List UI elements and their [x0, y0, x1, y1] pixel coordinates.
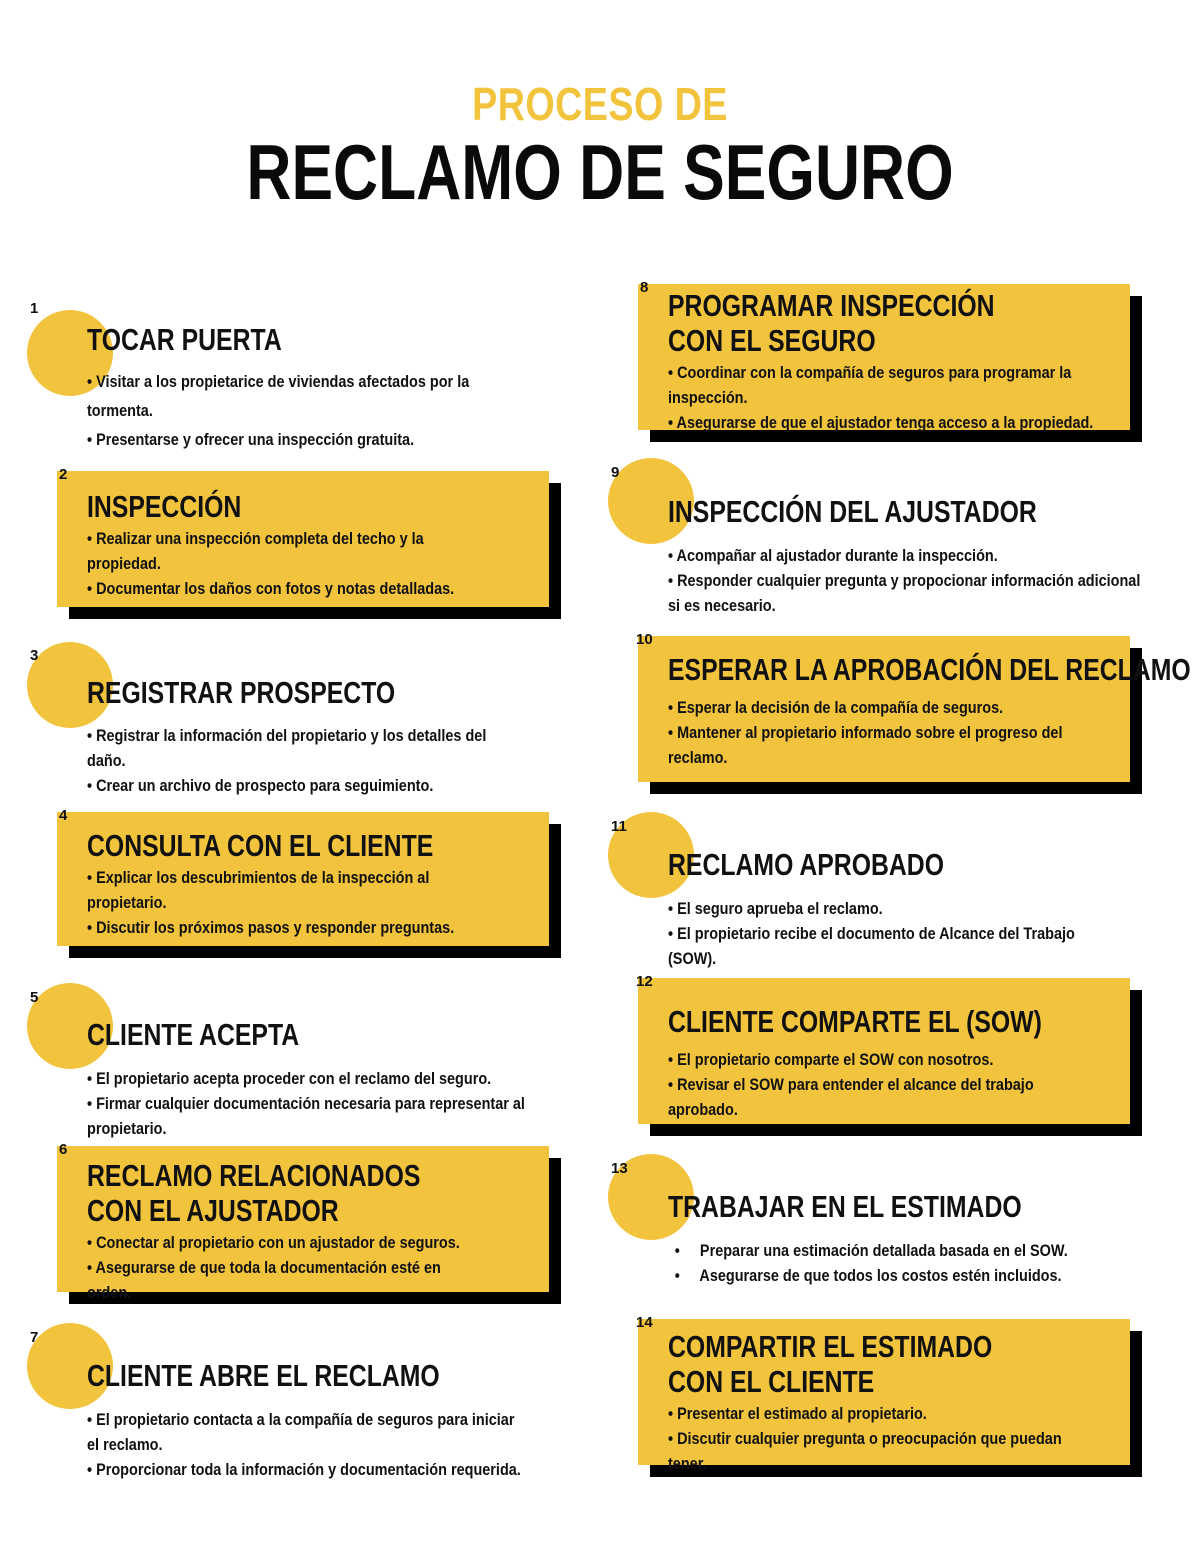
step-bullet: • Esperar la decisión de la compañía de seguros. — [668, 698, 1004, 717]
step-bullet: • El propietario recibe el documento de Alcance del Trabajo (SOW). — [668, 924, 1075, 968]
step-bullet: • Explicar los descubrimientos de la inspección al propietario. — [87, 868, 430, 912]
step-bullet: • Mantener al propietario informado sobre el progreso del reclamo. — [668, 723, 1063, 767]
step-title: ESPERAR LA APROBACIÓN DEL RECLAMO — [668, 652, 1191, 687]
step-bullet: • El propietario contacta a la compañía de seguros para iniciar el reclamo. — [87, 1410, 515, 1454]
step-title: CLIENTE COMPARTE EL (SOW) — [668, 1004, 1042, 1039]
step-2 — [57, 466, 549, 607]
step-bullet: • Realizar una inspección completa del techo y la propiedad. — [87, 529, 424, 573]
page-title: RECLAMO DE SEGURO — [246, 128, 954, 216]
step-14 — [636, 1314, 1130, 1473]
step-11 — [611, 818, 1138, 977]
step-title: RECLAMO APROBADO — [668, 847, 945, 882]
step-bullet: • Registrar la información del propietario y los detalles del daño. — [87, 726, 487, 770]
step-3 — [30, 647, 557, 805]
step-number: 9 — [611, 464, 620, 481]
step-bullet: • Coordinar con la compañía de seguros para programar la inspección. — [668, 363, 1072, 407]
step-bullet: • Revisar el SOW para entender el alcance del trabajo aprobado. — [668, 1075, 1034, 1119]
step-bullet: • Acompañar al ajustador durante la inspección. — [668, 546, 998, 565]
step-number: 8 — [640, 279, 649, 296]
step-1 — [30, 300, 557, 452]
step-bullet: • Asegurarse de que el ajustador tenga acceso a la propiedad. — [668, 413, 1094, 432]
title-top: PROCESO DE — [472, 78, 728, 130]
step-bullet: • Crear un archivo de prospecto para seguimiento. — [87, 776, 434, 795]
header — [0, 78, 1200, 216]
step-title: CLIENTE ACEPTA — [87, 1017, 300, 1052]
step-title: REGISTRAR PROSPECTO — [87, 675, 396, 710]
step-number: 5 — [30, 989, 39, 1006]
step-bullet: • El propietario comparte el SOW con nosotros. — [668, 1050, 994, 1069]
step-title: RECLAMO RELACIONADOS CON EL AJUSTADOR — [87, 1158, 421, 1228]
step-number: 14 — [636, 1314, 653, 1331]
step-number: 6 — [59, 1141, 68, 1158]
step-bullet: • El propietario acepta proceder con el reclamo del seguro. — [87, 1069, 492, 1088]
step-number: 3 — [30, 647, 39, 664]
step-bullet: • Discutir los próximos pasos y responder preguntas. — [87, 918, 455, 937]
step-title: COMPARTIR EL ESTIMADO CON EL CLIENTE — [668, 1329, 993, 1399]
step-bullet: • Visitar a los propietarice de viviendas afectados por la tormenta. — [87, 372, 470, 420]
step-title: TRABAJAR EN EL ESTIMADO — [668, 1189, 1022, 1224]
step-bullet: • Conectar al propietario con un ajustador de seguros. — [87, 1233, 460, 1252]
step-8 — [638, 279, 1130, 432]
step-bullet: • Documentar los daños con fotos y notas detalladas. — [87, 579, 455, 598]
step-7 — [30, 1329, 557, 1488]
step-6 — [57, 1141, 549, 1302]
step-bullet: • Asegurarse de que toda la documentación esté en orden. — [87, 1258, 441, 1302]
step-bullet: • Discutir cualquier pregunta o preocupación que puedan tener. — [668, 1429, 1062, 1473]
step-bullet: • Proporcionar toda la información y documentación requerida. — [87, 1460, 521, 1479]
step-13 — [611, 1160, 1138, 1299]
step-9 — [611, 464, 1141, 624]
step-number: 13 — [611, 1160, 628, 1177]
step-number: 11 — [611, 818, 627, 835]
step-4 — [57, 807, 549, 946]
step-title: CONSULTA CON EL CLIENTE — [87, 828, 434, 863]
step-title: TOCAR PUERTA — [87, 322, 282, 357]
step-bullet: • Asegurarse de que todos los costos estén incluidos. — [674, 1266, 1062, 1285]
step-number: 1 — [30, 300, 39, 317]
step-number: 2 — [59, 466, 68, 483]
step-title: PROGRAMAR INSPECCIÓN CON EL SEGURO — [668, 288, 995, 358]
step-number: 12 — [636, 973, 653, 990]
step-bullet: • Presentar el estimado al propietario. — [668, 1404, 927, 1423]
step-number: 4 — [59, 807, 68, 824]
step-title: INSPECCIÓN DEL AJUSTADOR — [668, 494, 1037, 529]
step-bullet: • El seguro aprueba el reclamo. — [668, 899, 883, 918]
step-bullet: • Preparar una estimación detallada basada en el SOW. — [674, 1241, 1068, 1260]
step-bullet: • Presentarse y ofrecer una inspección gratuita. — [87, 430, 415, 449]
step-10 — [636, 631, 1191, 782]
step-title: INSPECCIÓN — [87, 489, 242, 524]
step-number: 10 — [636, 631, 653, 648]
step-number: 7 — [30, 1329, 39, 1346]
step-bullet: • Responder cualquier pregunta y propocionar información adicional si es necesario. — [668, 571, 1141, 615]
step-5 — [30, 989, 557, 1147]
step-title: CLIENTE ABRE EL RECLAMO — [87, 1358, 440, 1393]
step-bullet: • Firmar cualquier documentación necesaria para representar al propietario. — [87, 1094, 525, 1138]
step-12 — [636, 973, 1130, 1124]
